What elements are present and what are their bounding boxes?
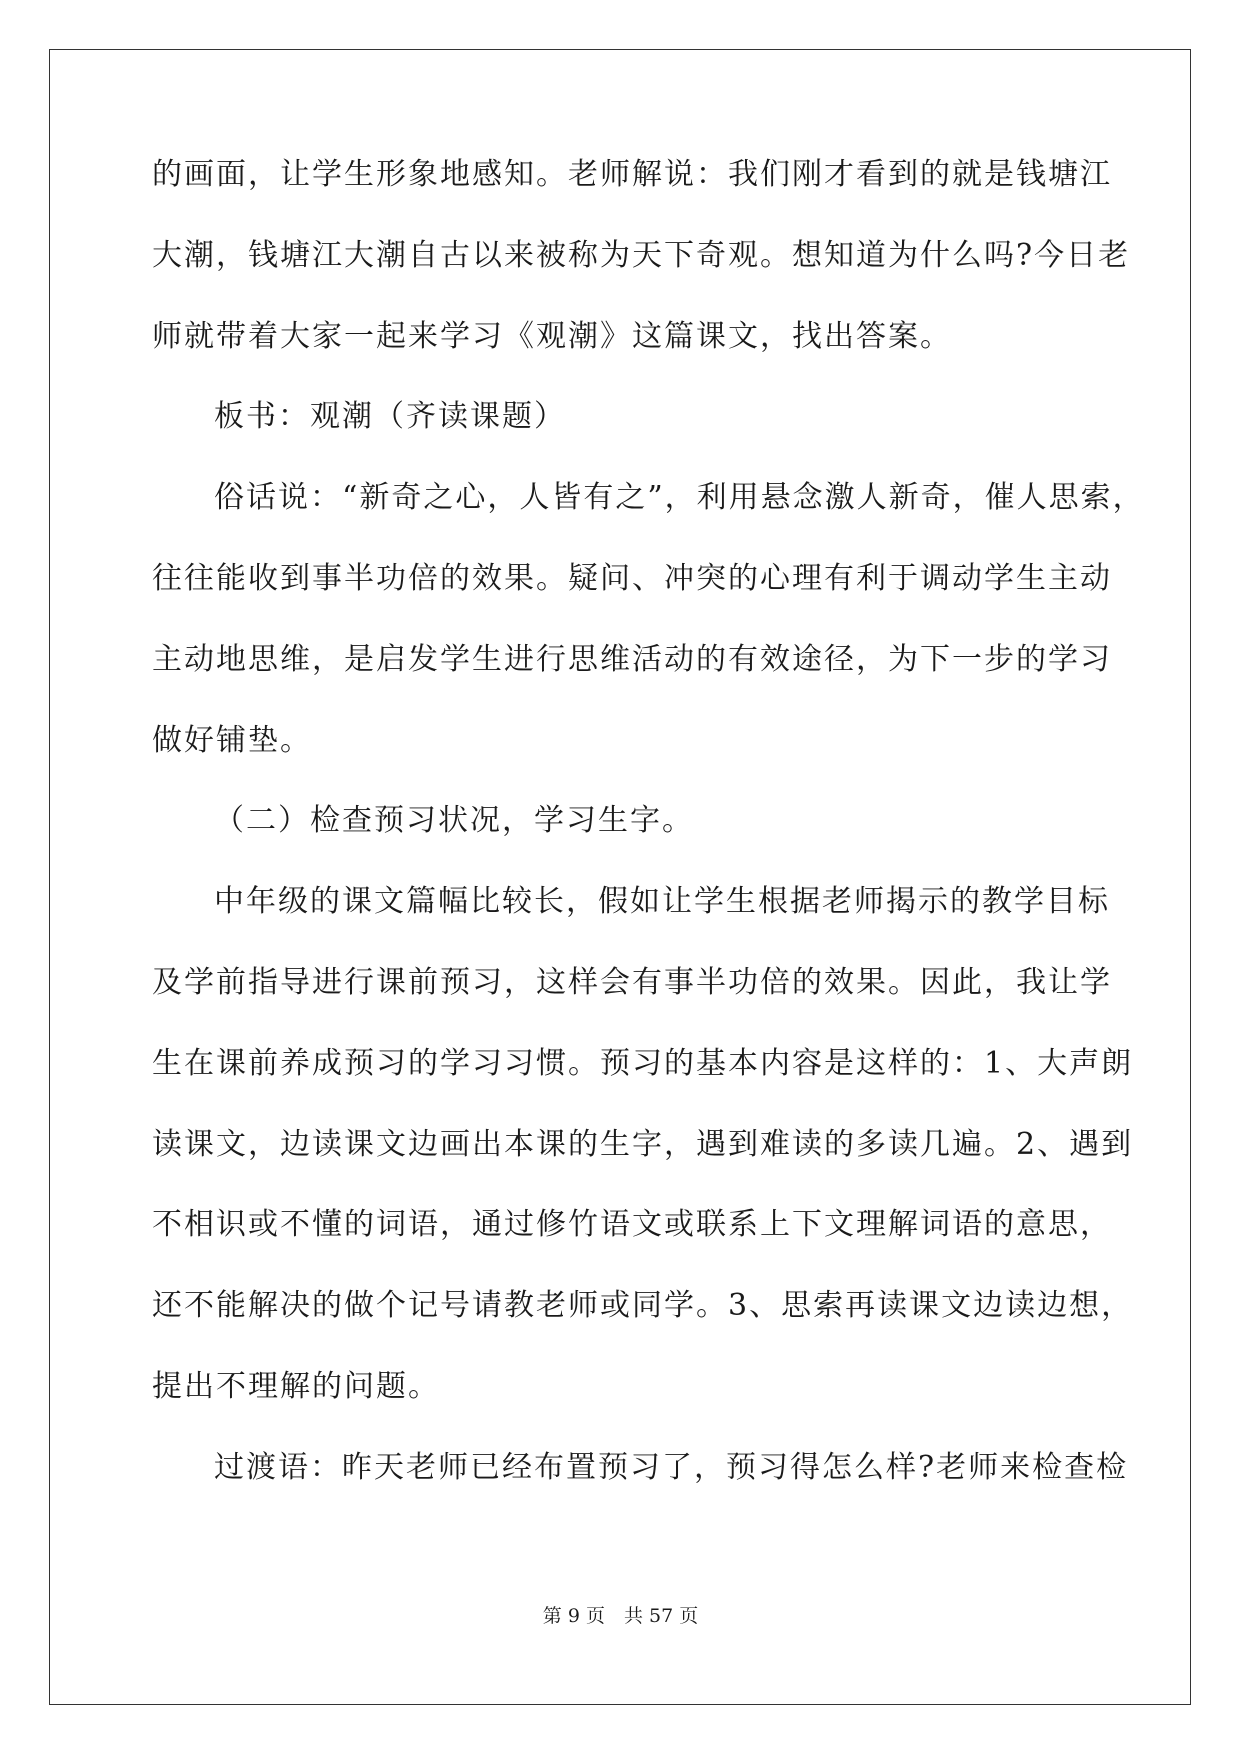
text-line: 过渡语：昨天老师已经布置预习了，预习得怎么样?老师来检查检 [214,1449,1129,1485]
text-line: 主动地思维，是启发学生进行思维活动的有效途径，为下一步的学习 [152,641,1112,677]
page-number: 第 9 页 共 57 页 [542,1605,699,1627]
text-line: 提出不理解的问题。 [152,1368,440,1404]
text-line: 的画面，让学生形象地感知。老师解说：我们刚才看到的就是钱塘江 [152,157,1112,192]
text-line: 大潮，钱塘江大潮自古以来被称为天下奇观。想知道为什么吗?今日老 [152,237,1131,273]
text-line: 往往能收到事半功倍的效果。疑问、冲突的心理有利于调动学生主动 [152,560,1112,596]
text-line: 中年级的课文篇幅比较长，假如让学生根据老师揭示的教学目标 [214,884,1110,920]
text-line: 师就带着大家一起来学习《观潮》这篇课文，找出答案。 [152,318,952,354]
text-line: 及学前指导进行课前预习，这样会有事半功倍的效果。因此，我让学 [152,964,1112,1000]
text-line: 生在课前养成预习的学习习惯。预习的基本内容是这样的：1、大声朗 [152,1045,1134,1081]
text-line: 板书：观潮（齐读课题） [214,399,566,435]
document-body [152,157,1145,1534]
text-line: 俗话说：“新奇之心，人皆有之”，利用悬念激人新奇，催人思索， [214,480,1145,516]
text-line: 还不能解决的做个记号请教老师或同学。3、思索再读课文边读边想， [152,1288,1134,1324]
section-heading: （二）检查预习状况，学习生字。 [214,803,694,839]
text-line: 读课文，边读课文边画出本课的生字，遇到难读的多读几遍。2、遇到 [152,1126,1134,1162]
text-line: 不相识或不懂的词语，通过修竹语文或联系上下文理解词语的意思， [152,1207,1112,1243]
text-line: 做好铺垫。 [152,722,312,758]
